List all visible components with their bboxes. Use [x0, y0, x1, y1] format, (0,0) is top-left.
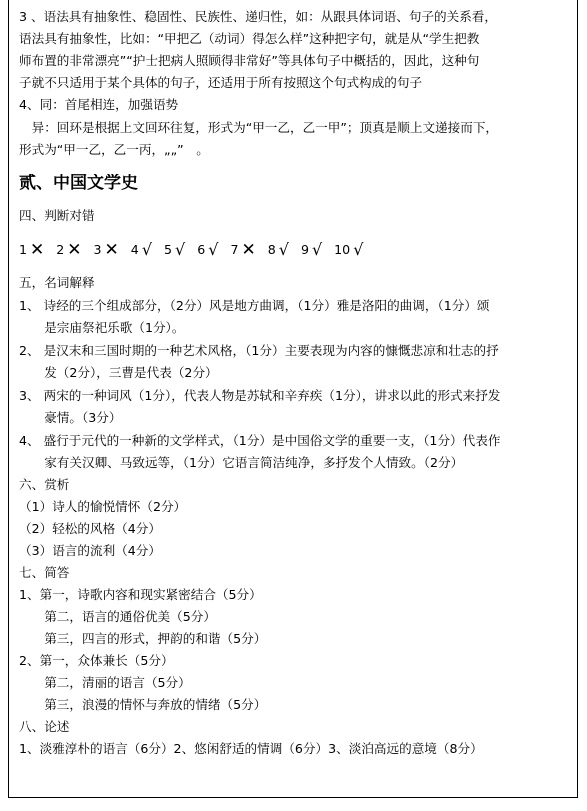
text-line: 家有关汉卿、马致远等，（1分）它语言简洁纯净，多抒发个人情致。（2分） — [19, 455, 464, 470]
check-icon: √ — [175, 240, 186, 259]
text-line: 1、淡雅淳朴的语言（6分）2、悠闲舒适的情调（6分）3、淡泊高远的意境（8分） — [19, 741, 483, 756]
judge-item: 6 √ — [197, 240, 219, 259]
text-line: 2、 是汉末和三国时期的一种艺术风格，（1分）主要表现为内容的慷慨悲凉和壮志的抒 — [19, 343, 499, 358]
check-icon: √ — [208, 240, 219, 259]
text-line: 4、同：首尾相连，加强语势 — [19, 97, 179, 112]
judge-item: 2 ✕ — [56, 240, 82, 259]
text-line: 第三，四言的形式，押韵的和谐（5分） — [19, 631, 267, 646]
judge-item: 7 ✕ — [230, 240, 256, 259]
text-line: （2）轻松的风格（4分） — [19, 521, 161, 536]
subheading: 七、简答 — [19, 565, 70, 580]
text-line: 形式为“甲一乙，乙一丙，„„” 。 — [19, 142, 209, 157]
cross-icon: ✕ — [241, 240, 256, 259]
judge-item: 5 √ — [164, 240, 186, 259]
judge-item: 10 √ — [334, 240, 364, 259]
subheading: 六、赏析 — [19, 477, 70, 492]
text-line: 2、第一，众体兼长（5分） — [19, 653, 174, 668]
subheading: 八、论述 — [19, 719, 70, 734]
section-title: 贰、中国文学史 — [19, 174, 138, 193]
text-line: 第三，浪漫的情怀与奔放的情绪（5分） — [19, 697, 267, 712]
judge-item: 1 ✕ — [19, 240, 45, 259]
judge-item: 4 √ — [130, 240, 153, 259]
text-line: （3）语言的流利（4分） — [19, 543, 161, 558]
judge-item: 9 √ — [300, 240, 323, 259]
cross-icon: ✕ — [30, 240, 45, 259]
subheading: 五，名词解释 — [19, 275, 95, 290]
text-line: 是宗庙祭祀乐歌（1分）。 — [19, 320, 185, 335]
check-icon: √ — [278, 240, 289, 259]
text-line: 子就不只适用于某个具体的句子，还适用于所有按照这个句式构成的句子 — [19, 75, 422, 90]
judge-heading: 四、判断对错 — [19, 208, 95, 223]
text-line: 第二，清丽的语言（5分） — [19, 675, 191, 690]
text-line: 3、 两宋的一种词风（1分），代表人物是苏轼和辛弃疾（1分），讲求以此的形式来抒发 — [19, 388, 501, 403]
judge-item: 8 √ — [267, 240, 289, 259]
text-line: 3 、语法具有抽象性、稳固性、民族性、递归性，如：从跟具体词语、句子的关系看， — [19, 9, 497, 24]
text-line: 1、第一，诗歌内容和现实紧密结合（5分） — [19, 587, 262, 602]
text-line: 4、 盛行于元代的一种新的文学样式，（1分）是中国俗文学的重要一支，（1分）代表作 — [19, 433, 501, 448]
text-line: 1、 诗经的三个组成部分，（2分）风是地方曲调，（1分）雅是洛阳的曲调，（1分）颂 — [19, 298, 490, 313]
check-icon: √ — [141, 240, 153, 259]
judge-item: 3 ✕ — [93, 240, 119, 259]
check-icon: √ — [311, 240, 323, 259]
check-icon: √ — [353, 240, 364, 259]
text-line: （1）诗人的愉悦情怀（2分） — [19, 499, 187, 514]
document-page — [8, 0, 578, 798]
judge-answers — [19, 240, 571, 259]
cross-icon: ✕ — [67, 240, 82, 259]
cross-icon: ✕ — [104, 240, 119, 259]
text-line: 发（2分），三曹是代表（2分） — [19, 365, 218, 380]
text-line: 异：回环是根据上文回环往复，形式为“甲一乙，乙一甲”；顶真是顺上文递接而下， — [19, 120, 499, 135]
text-line: 豪情。（3分） — [19, 410, 122, 425]
text-line: 师布置的非常漂亮”“护士把病人照顾得非常好”等具体句子中概括的，因此，这种句 — [19, 53, 480, 68]
text-line: 语法具有抽象性，比如：“甲把乙（动词）得怎么样”这种把字句，就是从“学生把教 — [19, 31, 480, 46]
text-line: 第二，语言的通俗优美（5分） — [19, 609, 216, 624]
